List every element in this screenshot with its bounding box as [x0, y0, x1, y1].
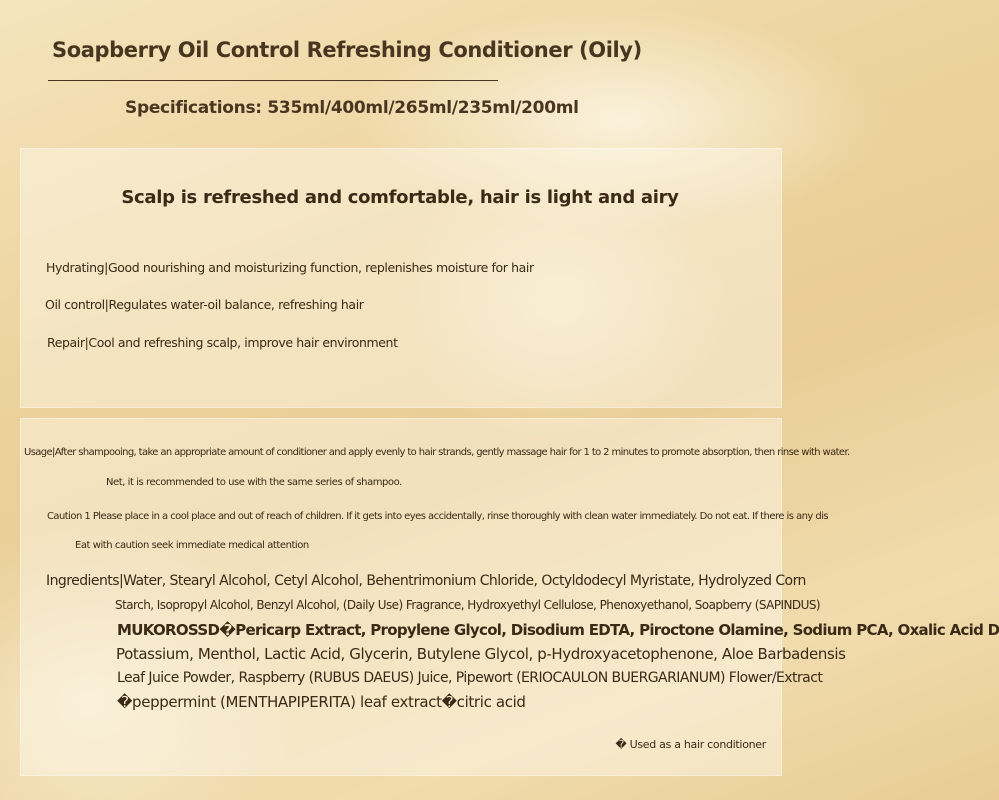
usage-footnote: � Used as a hair conditioner	[615, 738, 766, 751]
instructions-panel	[20, 418, 782, 776]
caution-text-line-1: Caution 1 Please place in a cool place and out of reach of children. If it gets into eyes accidentally, rinse thoroughly with clean water immediately. Do not eat. If there is any dis	[47, 511, 829, 522]
product-title: Soapberry Oil Control Refreshing Conditioner (Oily)	[52, 38, 642, 62]
caution-text-line-2: Eat with caution seek immediate medical attention	[75, 540, 309, 551]
usage-text-line-1: Usage|After shampooing, take an appropriate amount of conditioner and apply evenly to hair strands, gently massage hair for 1 to 2 minutes to promote absorption, then rinse with water.	[24, 447, 850, 458]
specifications-text: Specifications: 535ml/400ml/265ml/235ml/200ml	[125, 98, 579, 118]
usage-text-line-2: Net, it is recommended to use with the same series of shampoo.	[106, 477, 402, 488]
ingredients-line-1: Ingredients|Water, Stearyl Alcohol, Cetyl Alcohol, Behentrimonium Chloride, Octyldodecyl Myristate, Hydrolyzed Corn	[46, 573, 806, 589]
feature-hydrating: Hydrating|Good nourishing and moisturizing function, replenishes moisture for hair	[46, 260, 534, 275]
title-underline	[48, 80, 498, 81]
ingredients-line-3: MUKOROSSD�Pericarp Extract, Propylene Glycol, Disodium EDTA, Piroctone Olamine, Sodium PCA, Oxalic Acid D	[117, 621, 999, 639]
feature-oil-control: Oil control|Regulates water-oil balance, refreshing hair	[45, 297, 364, 312]
ingredients-line-5: Leaf Juice Powder, Raspberry (RUBUS DAEUS) Juice, Pipewort (ERIOCAULON BUERGARIANUM) Flower/Extract	[117, 670, 823, 686]
ingredients-line-4: Potassium, Menthol, Lactic Acid, Glycerin, Butylene Glycol, p-Hydroxyacetophenone, Aloe Barbadensis	[116, 645, 846, 663]
feature-repair: Repair|Cool and refreshing scalp, improve hair environment	[47, 335, 398, 350]
benefits-headline: Scalp is refreshed and comfortable, hair is light and airy	[121, 187, 679, 208]
ingredients-line-6: �peppermint (MENTHAPIPERITA) leaf extract�citric acid	[117, 693, 526, 711]
ingredients-line-2: Starch, Isopropyl Alcohol, Benzyl Alcohol, (Daily Use) Fragrance, Hydroxyethyl Cellulose, Phenoxyethanol, Soapberry (SAPINDUS)	[115, 598, 821, 612]
